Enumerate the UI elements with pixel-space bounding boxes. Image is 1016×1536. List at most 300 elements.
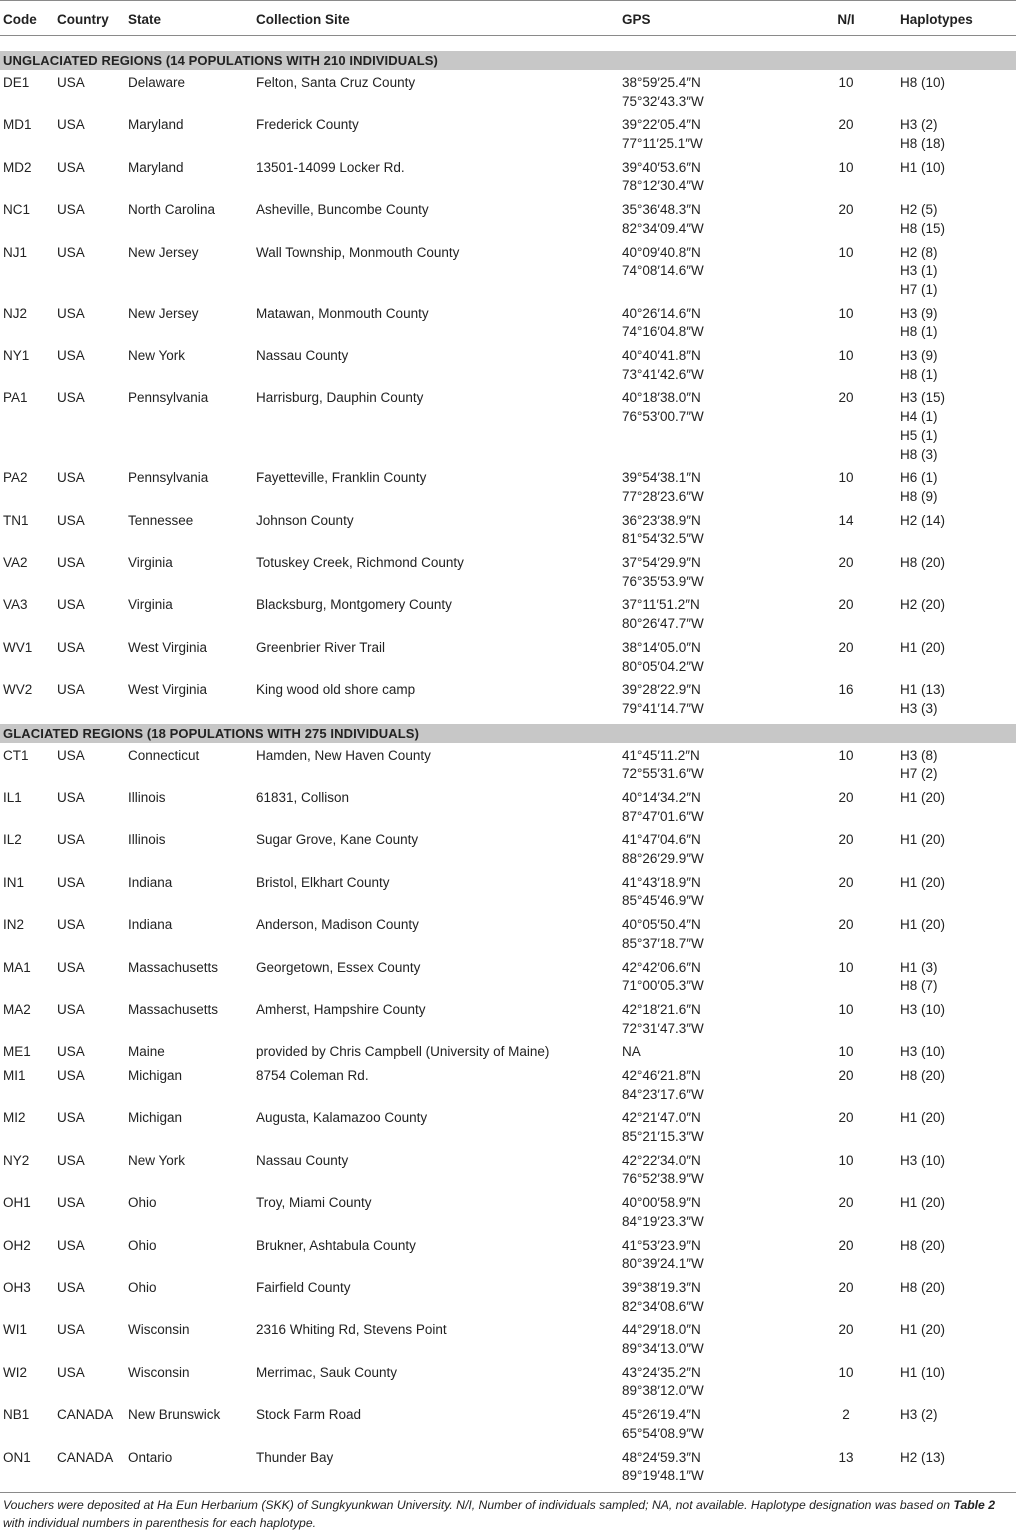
cell-gps (622, 347, 704, 384)
cell-gps (622, 1194, 704, 1231)
haplotype-entry: H3 (2) (900, 117, 938, 133)
cell-haplotypes (900, 1001, 945, 1020)
gps-coordinate: 87°47′01.6″W (622, 808, 704, 824)
table-row (0, 1406, 1016, 1443)
cell-haplotypes (900, 1449, 945, 1468)
table-row (0, 596, 1016, 633)
cell-code: IL1 (3, 789, 22, 805)
gps-coordinate: 65°54′08.9″W (622, 1425, 704, 1441)
gps-coordinate: 85°45′46.9″W (622, 893, 704, 909)
haplotype-entry: H1 (20) (900, 789, 946, 805)
cell-state: Wisconsin (128, 1364, 190, 1380)
gps-coordinate: 42°21′47.0″N (622, 1110, 701, 1126)
cell-state: Ohio (128, 1237, 157, 1253)
cell-state: Wisconsin (128, 1322, 190, 1338)
table-row (0, 1449, 1016, 1486)
gps-coordinate: 38°14′05.0″N (622, 639, 701, 655)
gps-coordinate: 41°47′04.6″N (622, 832, 701, 848)
cell-collection-site: Hamden, New Haven County (256, 747, 431, 763)
cell-collection-site: Troy, Miami County (256, 1195, 372, 1211)
gps-coordinate: 88°26′29.9″W (622, 851, 704, 867)
cell-code: NY2 (3, 1152, 30, 1168)
cell-ni: 10 (838, 159, 854, 175)
cell-gps (622, 1449, 704, 1486)
cell-gps (622, 469, 704, 506)
table-row (0, 639, 1016, 676)
table-row (0, 789, 1016, 826)
table-footnote (3, 1497, 1008, 1532)
cell-gps (622, 1321, 704, 1358)
gps-coordinate: 77°11′25.1″W (622, 136, 703, 152)
cell-gps (622, 201, 704, 238)
cell-code: VA3 (3, 597, 28, 613)
table-row (0, 554, 1016, 591)
cell-haplotypes (900, 512, 945, 531)
gps-coordinate: 42°18′21.6″N (622, 1001, 701, 1017)
cell-country: USA (57, 244, 85, 260)
cell-haplotypes (900, 389, 945, 464)
cell-country: USA (57, 1237, 85, 1253)
haplotype-entry: H1 (20) (900, 1110, 946, 1126)
cell-gps (622, 874, 704, 911)
cell-ni: 10 (838, 747, 854, 763)
cell-collection-site: Augusta, Kalamazoo County (256, 1110, 428, 1126)
header-haplotypes: Haplotypes (900, 12, 973, 27)
cell-ni: 20 (838, 832, 854, 848)
gps-coordinate: 48°24′59.3″N (622, 1449, 701, 1465)
cell-state: Massachusetts (128, 959, 219, 975)
haplotype-entry: H1 (20) (900, 832, 946, 848)
cell-country: USA (57, 390, 85, 406)
haplotype-entry: H2 (20) (900, 597, 946, 613)
cell-haplotypes (900, 874, 945, 893)
cell-code: NY1 (3, 348, 30, 364)
cell-country: CANADA (57, 1449, 114, 1465)
gps-coordinate: 36°23′38.9″N (622, 512, 701, 528)
gps-coordinate: 84°19′23.3″W (622, 1213, 704, 1229)
cell-gps (622, 789, 704, 826)
cell-country: USA (57, 597, 85, 613)
cell-collection-site: Nassau County (256, 348, 349, 364)
cell-haplotypes (900, 1364, 945, 1383)
haplotype-entry: H8 (10) (900, 75, 946, 90)
gps-coordinate: 40°05′50.4″N (622, 917, 701, 933)
cell-haplotypes (900, 1406, 938, 1425)
cell-haplotypes (900, 1109, 945, 1128)
cell-gps (622, 244, 704, 281)
cell-code: WI1 (3, 1322, 28, 1338)
cell-gps (622, 512, 704, 549)
cell-gps (622, 159, 704, 196)
haplotype-entry: H3 (10) (900, 1044, 946, 1060)
cell-code: CT1 (3, 747, 29, 763)
cell-ni: 20 (838, 1068, 854, 1083)
gps-coordinate: 37°11′51.2″N (622, 597, 700, 613)
cell-state: Michigan (128, 1110, 183, 1126)
cell-state: Delaware (128, 75, 186, 90)
cell-ni: 20 (838, 597, 854, 613)
cell-state: New Jersey (128, 305, 199, 321)
cell-country: USA (57, 832, 85, 848)
header-country: Country (57, 12, 109, 27)
gps-coordinate: 76°53′00.7″W (622, 409, 704, 425)
cell-country: USA (57, 512, 85, 528)
table-row (0, 1364, 1016, 1401)
haplotype-entry: H2 (8) (900, 244, 938, 260)
cell-state: Pennsylvania (128, 390, 209, 406)
cell-gps (622, 305, 704, 342)
cell-haplotypes (900, 159, 945, 178)
haplotype-entry: H8 (20) (900, 1237, 946, 1253)
gps-coordinate: 82°34′08.6″W (622, 1298, 704, 1314)
cell-haplotypes (900, 1194, 945, 1213)
cell-state: Tennessee (128, 512, 194, 528)
cell-country: USA (57, 1195, 85, 1211)
header-gps: GPS (622, 12, 651, 27)
cell-state: West Virginia (128, 682, 208, 698)
cell-collection-site: Matawan, Monmouth County (256, 305, 429, 321)
haplotype-entry: H8 (1) (900, 324, 938, 340)
table-row (0, 831, 1016, 868)
cell-code: MA2 (3, 1001, 31, 1017)
gps-coordinate: 75°32′43.3″W (622, 93, 704, 109)
cell-code: PA1 (3, 390, 28, 406)
cell-ni: 10 (838, 470, 854, 486)
cell-code: NJ2 (3, 305, 28, 321)
cell-ni: 20 (838, 1195, 854, 1211)
cell-code: NC1 (3, 202, 31, 218)
haplotype-entry: H7 (1) (900, 281, 938, 297)
gps-coordinate: 40°09′40.8″N (622, 244, 701, 260)
table-header (0, 0, 1016, 36)
gps-coordinate: 41°45′11.2″N (622, 747, 700, 763)
cell-collection-site: Georgetown, Essex County (256, 959, 421, 975)
table-row (0, 116, 1016, 153)
cell-state: Maine (128, 1044, 165, 1060)
gps-coordinate: 38°59′25.4″N (622, 75, 701, 90)
cell-state: Maryland (128, 159, 184, 175)
cell-ni: 20 (838, 202, 854, 218)
cell-ni: 10 (838, 1044, 854, 1060)
cell-haplotypes (900, 747, 938, 784)
cell-code: IN2 (3, 917, 25, 933)
cell-state: Indiana (128, 917, 173, 933)
cell-code: WV1 (3, 639, 33, 655)
table-row (0, 1109, 1016, 1146)
cell-country: USA (57, 959, 85, 975)
table-row (0, 1067, 1016, 1104)
cell-collection-site: Johnson County (256, 512, 354, 528)
table-row (0, 747, 1016, 784)
table-row (0, 916, 1016, 953)
cell-code: ON1 (3, 1449, 31, 1465)
cell-ni: 20 (838, 1322, 854, 1338)
cell-ni: 10 (838, 1152, 854, 1168)
cell-collection-site: Blacksburg, Montgomery County (256, 597, 452, 613)
section-band-glaciated (0, 724, 1016, 743)
table-row (0, 1321, 1016, 1358)
gps-coordinate: 85°37′18.7″W (622, 935, 704, 951)
cell-haplotypes (900, 1043, 945, 1062)
haplotype-entry: H1 (3) (900, 959, 938, 975)
cell-country: USA (57, 747, 85, 763)
haplotype-entry: H1 (20) (900, 874, 946, 890)
cell-country: USA (57, 75, 85, 90)
gps-coordinate: 74°08′14.6″W (622, 263, 704, 279)
haplotype-entry: H5 (1) (900, 427, 938, 443)
cell-ni: 20 (838, 1110, 854, 1126)
haplotype-entry: H6 (1) (900, 470, 938, 486)
cell-state: New York (128, 348, 186, 364)
cell-state: Michigan (128, 1068, 183, 1083)
haplotype-entry: H4 (1) (900, 409, 938, 425)
cell-collection-site: Greenbrier River Trail (256, 639, 386, 655)
cell-collection-site: Harrisburg, Dauphin County (256, 390, 424, 406)
haplotype-entry: H3 (1) (900, 263, 938, 279)
cell-gps (622, 1109, 704, 1146)
cell-haplotypes (900, 789, 945, 808)
cell-code: DE1 (3, 75, 30, 90)
haplotype-entry: H3 (3) (900, 700, 938, 716)
cell-state: Ohio (128, 1279, 157, 1295)
haplotype-entry: H1 (20) (900, 1195, 946, 1211)
cell-haplotypes (900, 305, 938, 342)
table-row (0, 244, 1016, 300)
cell-state: Pennsylvania (128, 470, 209, 486)
gps-coordinate: 40°26′14.6″N (622, 305, 701, 321)
cell-collection-site: Fayetteville, Franklin County (256, 470, 427, 486)
gps-coordinate: 39°40′53.6″N (622, 159, 701, 175)
cell-gps (622, 831, 704, 868)
cell-country: USA (57, 1322, 85, 1338)
cell-haplotypes (900, 554, 945, 573)
cell-ni: 20 (838, 1237, 854, 1253)
cell-code: WV2 (3, 682, 33, 698)
table-row (0, 305, 1016, 342)
cell-ni: 16 (838, 682, 854, 698)
cell-code: ME1 (3, 1044, 31, 1060)
footnote-text-after: with individual numbers in parenthesis for each haplotype. (3, 1515, 316, 1530)
cell-ni: 13 (838, 1449, 854, 1465)
cell-code: NB1 (3, 1407, 30, 1423)
cell-gps (622, 639, 704, 676)
cell-gps (622, 681, 704, 718)
haplotype-entry: H8 (18) (900, 136, 946, 152)
cell-ni: 20 (838, 917, 854, 933)
cell-collection-site: Merrimac, Sauk County (256, 1364, 398, 1380)
cell-country: USA (57, 470, 85, 486)
cell-state: Ohio (128, 1195, 157, 1211)
cell-collection-site: Felton, Santa Cruz County (256, 75, 416, 90)
gps-coordinate: 71°00′05.3″W (622, 978, 704, 994)
cell-haplotypes (900, 1067, 945, 1086)
gps-coordinate: 45°26′19.4″N (622, 1407, 701, 1423)
gps-coordinate: 39°54′38.1″N (622, 470, 701, 486)
cell-state: New York (128, 1152, 186, 1168)
haplotype-entry: H8 (7) (900, 978, 938, 994)
cell-state: Massachusetts (128, 1001, 219, 1017)
cell-collection-site: 2316 Whiting Rd, Stevens Point (256, 1322, 447, 1338)
haplotype-entry: H8 (15) (900, 220, 946, 236)
cell-state: Maryland (128, 117, 184, 133)
cell-country: USA (57, 159, 85, 175)
cell-code: VA2 (3, 555, 28, 571)
cell-haplotypes (900, 1237, 945, 1256)
table-row (0, 347, 1016, 384)
cell-haplotypes (900, 831, 945, 850)
cell-country: USA (57, 1279, 85, 1295)
cell-collection-site: Frederick County (256, 117, 359, 133)
table-row (0, 201, 1016, 238)
cell-country: USA (57, 639, 85, 655)
cell-ni: 10 (838, 75, 854, 90)
cell-country: USA (57, 202, 85, 218)
cell-haplotypes (900, 681, 945, 718)
section-title: GLACIATED REGIONS (18 POPULATIONS WITH 275 INDIVIDUALS) (3, 725, 419, 741)
cell-country: USA (57, 348, 85, 364)
gps-coordinate: 82°34′09.4″W (622, 220, 704, 236)
gps-coordinate: 39°28′22.9″N (622, 682, 701, 698)
gps-coordinate: 43°24′35.2″N (622, 1364, 701, 1380)
cell-ni: 10 (838, 1001, 854, 1017)
gps-coordinate: 72°55′31.6″W (622, 766, 704, 782)
cell-country: USA (57, 874, 85, 890)
haplotype-entry: H1 (20) (900, 917, 946, 933)
gps-coordinate: 80°39′24.1″W (622, 1256, 704, 1272)
cell-state: Illinois (128, 789, 166, 805)
footnote-table-ref: Table 2 (953, 1498, 995, 1512)
cell-gps (622, 916, 704, 953)
cell-haplotypes (900, 74, 945, 93)
cell-state: Connecticut (128, 747, 200, 763)
cell-collection-site: Fairfield County (256, 1279, 351, 1295)
table-row (0, 74, 1016, 111)
table-row (0, 1152, 1016, 1189)
gps-coordinate: 74°16′04.8″W (622, 324, 704, 340)
haplotype-entry: H3 (9) (900, 348, 938, 364)
cell-collection-site: Anderson, Madison County (256, 917, 419, 933)
gps-coordinate: 73°41′42.6″W (622, 366, 704, 382)
cell-ni: 20 (838, 789, 854, 805)
haplotype-entry: H3 (15) (900, 390, 946, 406)
gps-coordinate: 72°31′47.3″W (622, 1020, 704, 1036)
cell-code: IL2 (3, 832, 22, 848)
gps-coordinate: 76°52′38.9″W (622, 1171, 704, 1187)
cell-haplotypes (900, 244, 938, 300)
haplotype-entry: H3 (2) (900, 1407, 938, 1423)
cell-ni: 20 (838, 1279, 854, 1295)
cell-gps (622, 389, 704, 426)
cell-gps (622, 1152, 704, 1189)
table-row (0, 389, 1016, 464)
cell-code: IN1 (3, 874, 25, 890)
cell-state: Virginia (128, 597, 173, 613)
cell-gps (622, 1001, 704, 1038)
haplotype-entry: H8 (1) (900, 366, 938, 382)
gps-coordinate: 42°22′34.0″N (622, 1152, 701, 1168)
cell-code: WI2 (3, 1364, 28, 1380)
gps-coordinate: 40°40′41.8″N (622, 348, 701, 364)
gps-coordinate: 89°38′12.0″W (622, 1383, 704, 1399)
cell-collection-site: 13501-14099 Locker Rd. (256, 159, 405, 175)
haplotype-entry: H8 (9) (900, 488, 938, 504)
cell-haplotypes (900, 1152, 945, 1171)
cell-ni: 14 (838, 512, 854, 528)
table-row (0, 159, 1016, 196)
section-rows-unglaciated (0, 74, 1016, 719)
cell-country: USA (57, 682, 85, 698)
cell-gps (622, 1364, 704, 1401)
table-row (0, 1001, 1016, 1038)
gps-coordinate: 39°22′05.4″N (622, 117, 701, 133)
gps-coordinate: 76°35′53.9″W (622, 573, 704, 589)
table-row (0, 469, 1016, 506)
cell-country: USA (57, 305, 85, 321)
haplotype-entry: H3 (10) (900, 1001, 946, 1017)
table-row (0, 1043, 1016, 1062)
cell-state: Ontario (128, 1449, 173, 1465)
cell-gps (622, 74, 704, 111)
cell-ni: 10 (838, 1364, 854, 1380)
cell-ni: 2 (842, 1407, 850, 1423)
cell-country: USA (57, 117, 85, 133)
cell-haplotypes (900, 916, 945, 935)
cell-collection-site: Bristol, Elkhart County (256, 874, 390, 890)
cell-gps (622, 1279, 704, 1316)
cell-code: MA1 (3, 959, 31, 975)
haplotype-entry: H2 (14) (900, 512, 946, 528)
haplotype-entry: H3 (10) (900, 1152, 946, 1168)
cell-ni: 20 (838, 390, 854, 406)
table-bottom-rule (0, 1492, 1016, 1493)
cell-ni: 10 (838, 959, 854, 975)
table-row (0, 1194, 1016, 1231)
haplotype-entry: H8 (20) (900, 1279, 946, 1295)
cell-haplotypes (900, 1279, 945, 1298)
cell-state: North Carolina (128, 202, 216, 218)
header-state: State (128, 12, 162, 27)
gps-coordinate: 37°54′29.9″N (622, 555, 701, 571)
footnote-text-before: Vouchers were deposited at Ha Eun Herbarium (SKK) of Sungkyunkwan University. N/I, Number of individuals sampled; NA, not available. Haplotype designation was based on (3, 1498, 954, 1512)
haplotype-entry: H1 (20) (900, 639, 946, 655)
table-row (0, 681, 1016, 718)
cell-gps (622, 747, 704, 784)
cell-state: Indiana (128, 874, 173, 890)
cell-country: USA (57, 1152, 85, 1168)
haplotype-entry: H3 (9) (900, 305, 938, 321)
cell-haplotypes (900, 596, 945, 615)
cell-country: USA (57, 555, 85, 571)
cell-state: New Brunswick (128, 1407, 221, 1423)
cell-ni: 20 (838, 874, 854, 890)
cell-haplotypes (900, 347, 938, 384)
section-title: UNGLACIATED REGIONS (14 POPULATIONS WITH 210 INDIVIDUALS) (3, 53, 438, 68)
haplotype-entry: H3 (8) (900, 747, 938, 763)
cell-haplotypes (900, 116, 945, 153)
haplotype-entry: H8 (3) (900, 446, 938, 462)
gps-coordinate: 81°54′32.5″W (622, 531, 704, 547)
header-collection-site: Collection Site (256, 12, 350, 27)
cell-collection-site: 8754 Coleman Rd. (256, 1068, 369, 1083)
haplotype-entry: H8 (20) (900, 555, 946, 571)
cell-collection-site: Wall Township, Monmouth County (256, 244, 460, 260)
cell-haplotypes (900, 959, 938, 996)
cell-code: MD2 (3, 159, 32, 175)
cell-collection-site: provided by Chris Campbell (University of Maine) (256, 1044, 550, 1060)
header-ni: N/I (837, 12, 855, 27)
cell-gps (622, 1043, 641, 1062)
haplotype-entry: H1 (10) (900, 159, 946, 175)
